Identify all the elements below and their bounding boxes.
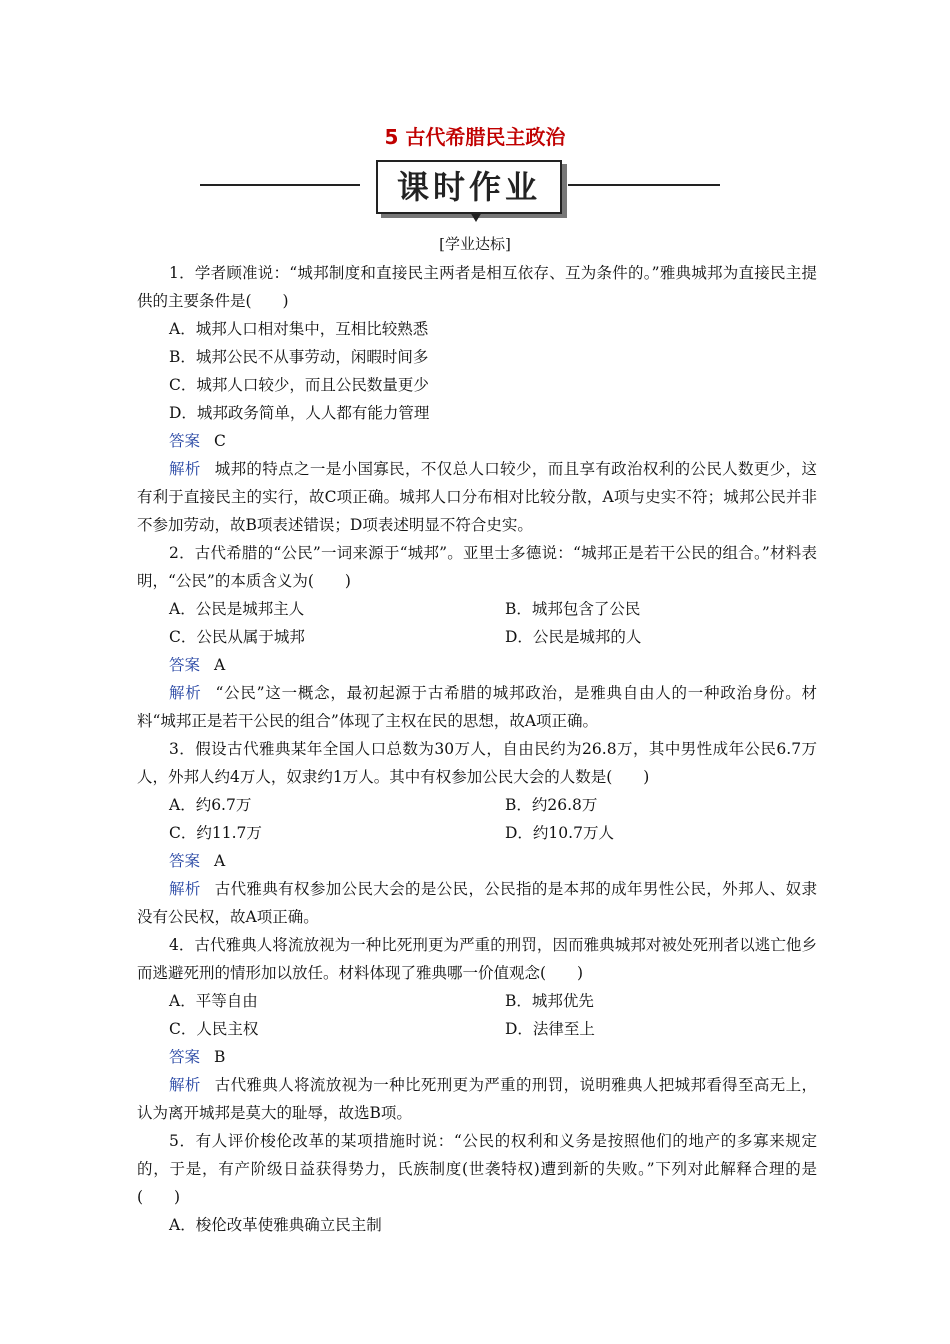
answer-row — [137, 427, 817, 455]
analysis-label: 解析 — [169, 1076, 201, 1094]
option: A．约6.7万 — [169, 796, 252, 814]
option: A．梭伦改革使雅典确立民主制 — [169, 1216, 382, 1234]
option: A．平等自由 — [169, 992, 258, 1010]
homework-banner — [200, 160, 720, 222]
analysis-label: 解析 — [169, 460, 201, 478]
answer-label: 答案 — [169, 1048, 201, 1066]
answer-value: B — [214, 1048, 226, 1066]
question-stem: 4．古代雅典人将流放视为一种比死刑更为严重的刑罚，因而雅典城邦对被处死刑者以逃亡他乡而逃避死刑的情形加以放任。材料体现了雅典哪一价值观念( ) — [137, 936, 817, 982]
question-stem: 3．假设古代雅典某年全国人口总数为30万人，自由民约为26.8万，其中男性成年公民6.7万人，外邦人约4万人，奴隶约1万人。其中有权参加公民大会的人数是( ) — [137, 740, 817, 786]
option: C．人民主权 — [169, 1020, 259, 1038]
option: B．城邦公民不从事劳动，闲暇时间多 — [169, 348, 429, 366]
option-row — [137, 1015, 817, 1043]
option-row — [137, 987, 817, 1015]
option: B．城邦优先 — [505, 992, 594, 1010]
option: D．城邦政务简单，人人都有能力管理 — [169, 404, 430, 422]
page-title: 5 古代希腊民主政治 — [384, 125, 566, 149]
question-4 — [137, 931, 817, 987]
analysis-block — [137, 455, 817, 539]
option: B．城邦包含了公民 — [505, 600, 641, 618]
answer-label: 答案 — [169, 852, 201, 870]
section-heading: [学业达标] — [439, 235, 511, 253]
question-3 — [137, 735, 817, 791]
analysis-text: 古代雅典有权参加公民大会的是公民，公民指的是本邦的成年男性公民，外邦人、奴隶没有公民权，故A项正确。 — [137, 880, 817, 926]
answer-value: C — [214, 432, 226, 450]
option: D．法律至上 — [505, 1020, 595, 1038]
answer-value: A — [214, 656, 226, 674]
analysis-text: 古代雅典人将流放视为一种比死刑更为严重的刑罚，说明雅典人把城邦看得至高无上，认为离开城邦是莫大的耻辱，故选B项。 — [137, 1076, 817, 1122]
answer-row — [137, 847, 817, 875]
option-row — [137, 623, 817, 651]
option-row — [137, 791, 817, 819]
option: D．约10.7万人 — [505, 824, 614, 842]
analysis-block — [137, 679, 817, 735]
analysis-text: “公民”这一概念，最初起源于古希腊的城邦政治，是雅典自由人的一种政治身份。材料“城邦正是若干公民的组合”体现了主权在民的思想，故A项正确。 — [137, 684, 817, 730]
banner-pointer-icon — [470, 212, 482, 222]
answer-row — [137, 651, 817, 679]
banner-label: 课时作业 — [376, 160, 562, 214]
answer-label: 答案 — [169, 656, 201, 674]
analysis-label: 解析 — [169, 880, 201, 898]
question-stem: 2．古代希腊的“公民”一词来源于“城邦”。亚里士多德说：“城邦正是若干公民的组合。”材料表明，“公民”的本质含义为( ) — [137, 544, 817, 590]
answer-value: A — [214, 852, 226, 870]
option: A．城邦人口相对集中，互相比较熟悉 — [169, 320, 429, 338]
question-stem: 1．学者顾准说：“城邦制度和直接民主两者是相互依存、互为条件的。”雅典城邦为直接民主提供的主要条件是( ) — [137, 264, 817, 310]
answer-row — [137, 1043, 817, 1071]
option: A．公民是城邦主人 — [169, 600, 305, 618]
option: B．约26.8万 — [505, 796, 598, 814]
banner-rule-right — [568, 184, 720, 186]
question-2 — [137, 539, 817, 595]
option: C．公民从属于城邦 — [169, 628, 305, 646]
banner-rule-left — [200, 184, 360, 186]
answer-label: 答案 — [169, 432, 201, 450]
option: C．约11.7万 — [169, 824, 262, 842]
analysis-label: 解析 — [169, 684, 202, 702]
analysis-text: 城邦的特点之一是小国寡民，不仅总人口较少，而且享有政治权利的公民人数更少，这有利于直接民主的实行，故C项正确。城邦人口分布相对比较分散，A项与史实不符；城邦公民并非不参加劳动，故B项表述错误；D项表述明显不符合史实。 — [137, 460, 817, 534]
question-list — [137, 259, 817, 1239]
option: D．公民是城邦的人 — [505, 628, 642, 646]
analysis-block — [137, 875, 817, 931]
analysis-block — [137, 1071, 817, 1127]
option-row — [137, 595, 817, 623]
question-5 — [137, 1127, 817, 1211]
option: C．城邦人口较少，而且公民数量更少 — [169, 376, 429, 394]
question-stem: 5．有人评价梭伦改革的某项措施时说：“公民的权利和义务是按照他们的地产的多寡来规定的，于是，有产阶级日益获得势力，氏族制度(世袭特权)遭到新的失败。”下列对此解释合理的是( ) — [137, 1132, 817, 1206]
option-row — [137, 819, 817, 847]
question-1 — [137, 259, 817, 315]
